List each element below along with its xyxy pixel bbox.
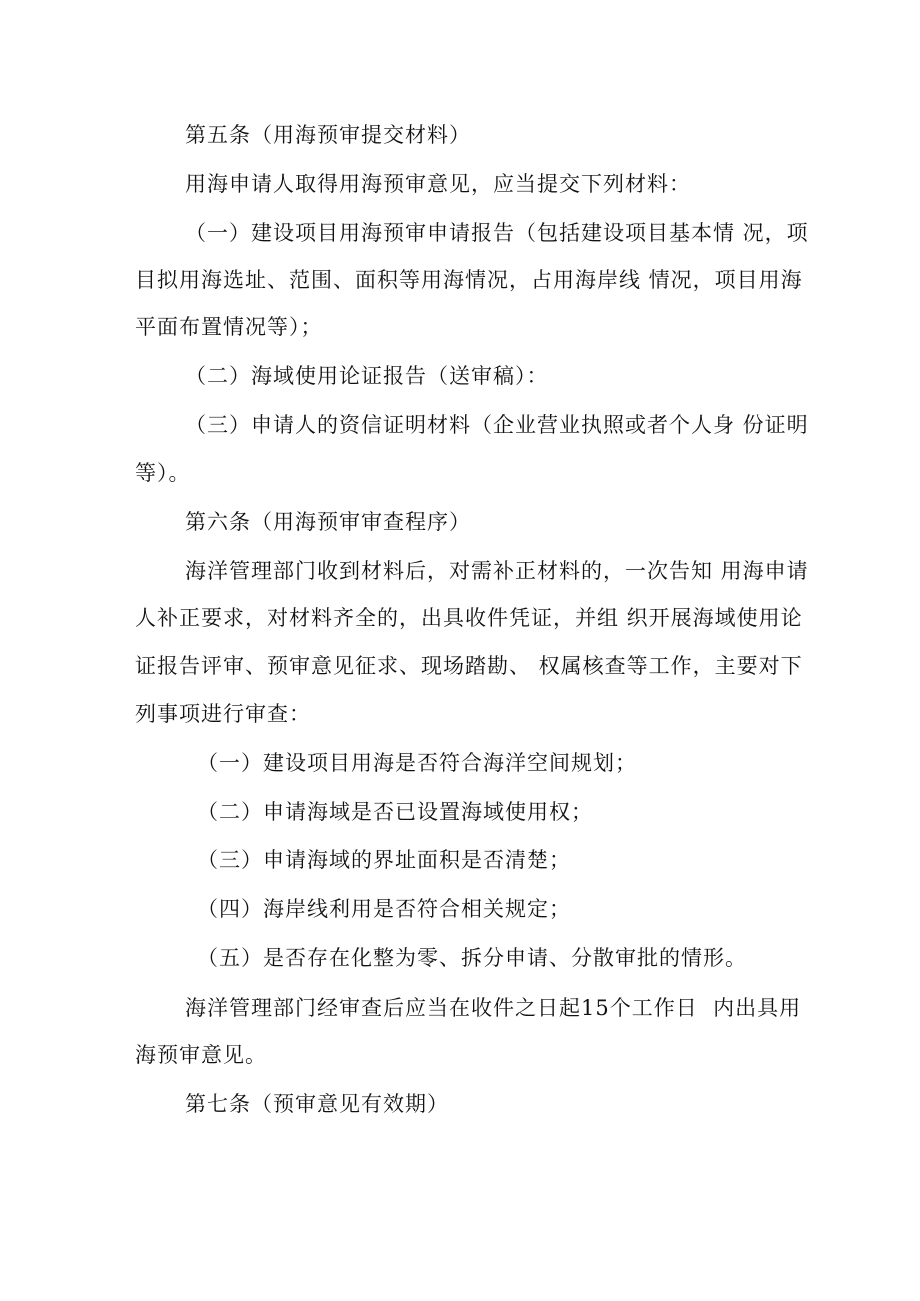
article6-item4: （四）海岸线利用是否符合相关规定；	[197, 897, 571, 921]
article6-body-line3: 证报告评审、预审意见征求、现场踏勘、 权属核查等工作，主要对下	[135, 654, 803, 678]
article5-item1-line2: 目拟用海选址、范围、面积等用海情况，占用海岸线 情况，项目用海	[135, 268, 803, 292]
article5-item1-line3: 平面布置情况等）；	[135, 315, 323, 339]
article6-body-line2: 人补正要求，对材料齐全的，出具收件凭证，并组 织开展海域使用论	[135, 606, 803, 630]
article5-item3-line1: （三）申请人的资信证明材料（企业营业执照或者个人身 份证明	[185, 413, 809, 437]
article6-item1: （一）建设项目用海是否符合海洋空间规划；	[197, 751, 637, 775]
article5-intro: 用海申请人取得用海预审意见，应当提交下列材料：	[185, 172, 691, 196]
article5-heading: 第五条（用海预审提交材料）	[185, 123, 471, 147]
article7-heading: 第七条（预审意见有效期）	[185, 1092, 449, 1116]
article6-deadline-line1: 海洋管理部门经审查后应当在收件之日起15个工作日 内出具用	[185, 996, 802, 1020]
article6-item3: （三）申请海域的界址面积是否清楚；	[197, 848, 571, 872]
article6-body-line1: 海洋管理部门收到材料后，对需补正材料的，一次告知 用海申请	[185, 559, 809, 583]
article6-heading: 第六条（用海预审审查程序）	[185, 510, 471, 534]
article5-item1-line1: （一）建设项目用海预审申请报告（包括建设项目基本情 况，项	[185, 221, 809, 245]
article5-item2: （二）海域使用论证报告（送审稿）：	[185, 364, 549, 388]
article6-item5: （五）是否存在化整为零、拆分申请、分散审批的情形。	[197, 946, 747, 970]
article6-deadline-line2: 海预审意见。	[135, 1043, 267, 1067]
article6-item2: （二）申请海域是否已设置海域使用权；	[197, 800, 593, 824]
article6-body-line4: 列事项进行审查：	[135, 702, 311, 726]
article5-item3-line2: 等）。	[135, 461, 191, 485]
